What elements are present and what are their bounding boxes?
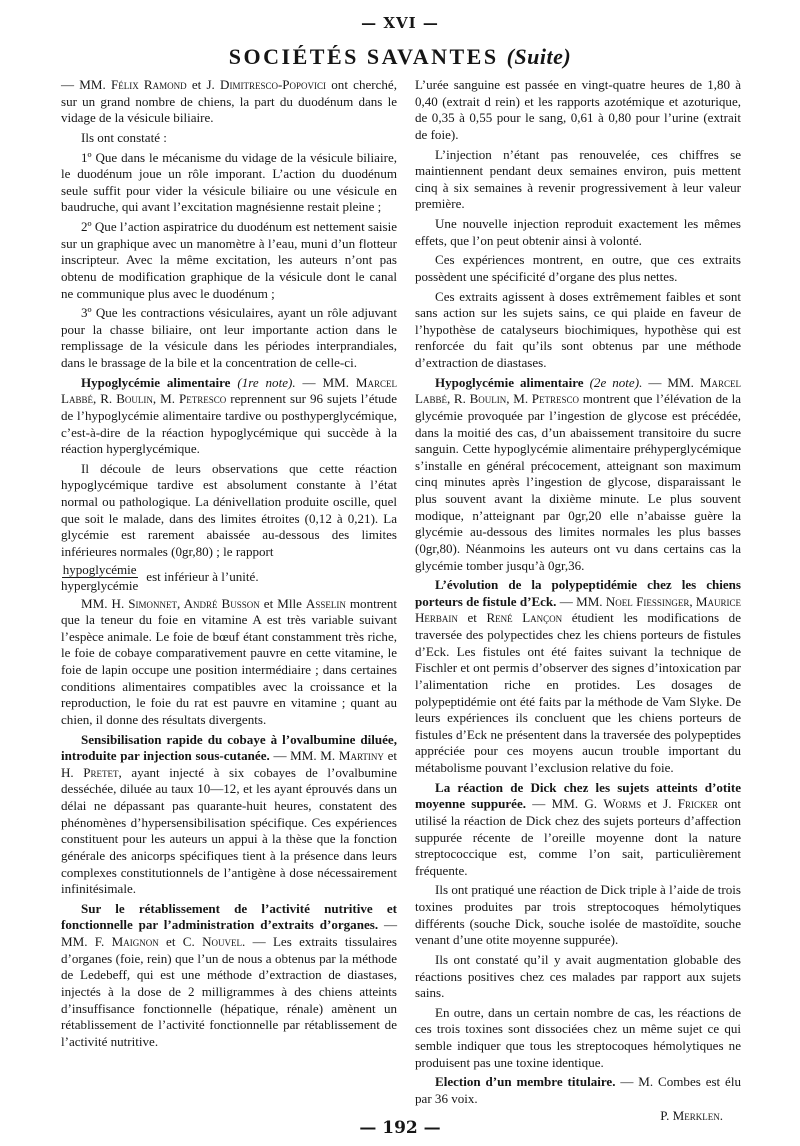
ratio-fraction bbox=[61, 562, 397, 593]
paragraph-polypeptidemie: L’évolution de la polypeptidémie chez les chiens porteurs de fistule d’Eck. — MM. Noel Fiessinger, Maurice Herbain et René Lançon étudient les modifications de traversée des polypectides chez les chiens porteurs de fistules d’Eck. Les fistules ont été faites suivant la technique de Fischler et ont permis d’observer des signes d’intoxication par l’alimentation riche en protides. Les dosages de polypeptidémie ont été faits par la méthode de Vam Slyke. De leurs expériences ils concluent que les chiens porteurs de fistules d’Eck ne présentent dans la traversée des polypeptides appréciée pour ces moyens aucun trouble important du métabolisme pouvant l’exclusion relative du foie. bbox=[415, 577, 742, 775]
paragraph-vitamine: MM. H. Simonnet, André Busson et Mlle Asselin montrent que la teneur du foie en vitamine A est très variable suivant l’espèce animale. Le foie de bœuf étant constamment très riche, le foie de cobaye comparativement pauvre en cette vitamine, le foie de lapin occupe une position intermédiaire ; dans certaines conditions alimentaires compatibles avec la croissance et la reproduction, le foie du rat est pauvre en vitamine ; quant au chien, il donne des résultats divergents. bbox=[61, 595, 398, 727]
left-column bbox=[61, 77, 397, 1050]
roman-page-number: — XVI — bbox=[361, 14, 439, 32]
section-title: La réaction de Dick chez les sujets atteints d’otite moyenne suppurée. bbox=[415, 779, 741, 812]
section-title: Sensibilisation rapide du cobaye à l’ovalbumine diluée, introduite par injection sous-cutanée. bbox=[61, 731, 397, 764]
section-title: Hypoglycémie alimentaire bbox=[81, 374, 231, 390]
paragraph-specificite: Ces expériences montrent, en outre, que ces extraits possèdent une spécificité d’organe des plus nettes. bbox=[415, 252, 741, 284]
paragraph-doses: Ces extraits agissent à doses extrêmement faibles et sont sans action sur les sujets sains, ce qui plaide en faveur de l’hypothèse de catalyseurs biochimiques, hypothèse qui est renforcée du fait qu’ils sont obtenus par une méthode d’extraction de diastases. bbox=[415, 288, 741, 370]
right-column bbox=[415, 77, 741, 1124]
paragraph-retablissement: Sur le rétablissement de l’activité nutritive et fonctionnelle par l’administration d’extraits d’organes. — MM. F. Maignon et C. Nouvel. — Les extraits tissulaires d’organes (foie, rein) que l’un de nous a obtenus par la méthode de Ledebeff, qui est une méthode d’extraction de diastases, injectés à la dose de 2 milligrammes à des chiens atteints d’insuffisance fonctionnelle (hépatique, rénale) amènent un rétablissement de l’activité fonctionnelle par rétablissement de l’activité nutritive. bbox=[61, 900, 398, 1049]
paragraph-uree: L’urée sanguine est passée en vingt-quatre heures de 1,80 à 0,40 (extrait d rein) et les rapports azotémique et azoturique, de 0,35 à 0,55 pour le sang, 0,61 à 0,80 pour l’urine (extrait de foie). bbox=[415, 77, 741, 142]
paragraph-dissociees: En outre, dans un certain nombre de cas, les réactions de ces trois toxines sont dissociées chez un même sujet ce qui semble indiquer que tous les streptocoques hémolytiques ne produisent pas une toxine identique. bbox=[415, 1004, 741, 1070]
paragraph-point-1: 1º Que dans le mécanisme du vidage de la vésicule biliaire, le duodénum joue un rôle imporant. L’action du duodénum seule suffit pour vider la vésicule biliaire ou une vésicule en baudruche, qui avant l’excitation magnésienne restait pleine ; bbox=[61, 149, 397, 215]
title-suffix: (Suite) bbox=[506, 44, 572, 69]
paragraph-point-3: 3º Que les contractions vésiculaires, ayant un rôle adjuvant pour la chasse biliaire, ont leur importante action dans le remplissage de la vésicule dans les périodes interprandiales, dans le brassage de la bile et la concentration de celle-ci. bbox=[61, 305, 397, 370]
signature: P. Merklen. bbox=[660, 1107, 723, 1123]
paragraph-observations: Il découle de leurs observations que cette réaction hypoglycémique tardive est absolument constante à l’état normal ou pathologique. La dénivellation produite oscille, quel que soit le malade, dans des limites étroites (0,12 à 0,21). La glycémie est rarement abaissée au-dessous des limites inférieures normales (0gr,80) ; le rapport bbox=[61, 460, 397, 559]
paragraph-injection: L’injection n’étant pas renouvelée, ces chiffres se maintiennent pendant deux semaines environ, puis mettent cinq à six semaines à revenir progressivement à leur valeur première. bbox=[415, 146, 741, 212]
paragraph-nouvelle-injection: Une nouvelle injection reproduit exactement les mêmes effets, que l’on peut obtenir ainsi à volonté. bbox=[415, 216, 741, 248]
paragraph-dick: La réaction de Dick chez les sujets atteints d’otite moyenne suppurée. — MM. G. Worms et J. Fricker ont utilisé la réaction de Dick chez des sujets porteurs d’affection suppurée récente de l’oreille moyenne dont la nature streptococcique est, comme l’on sait, particulièrement fréquente. bbox=[415, 779, 741, 878]
fraction-numerator: hypoglycémie bbox=[62, 561, 137, 577]
paragraph-election: Election d’un membre titulaire. — M. Combes est élu par 36 voix. bbox=[415, 1074, 742, 1106]
section-title: Election d’un membre titulaire. bbox=[435, 1074, 616, 1090]
page-title bbox=[0, 44, 800, 70]
fraction-text: est inférieur à l’unité. bbox=[146, 568, 259, 584]
paragraph-hypoglycemie-2: Hypoglycémie alimentaire (2e note). — MM. Marcel Labbé, R. Boulin, M. Petresco montrent que l’élévation de la glycémie provoquée par l’ingestion de glycose est précédée, dans la moitié des cas, d’un abaissement transitoire du sucre sanguin. Cette hypoglycémie alimentaire préhyperglycémique s’installe en général précocement, atteignant son maximum cinq minutes après l’ingestion de glycose, disparaissant le plus souvent avant la dixième minute. Le plus souvent modique, n’atteignant par 0gr,20 elle n’abaisse guère la glycémie au-dessous des limites normales les plus basses (0gr,80). Néanmoins les auteurs ont vu dans certains cas la glycémie tomber jusqu’à 0gr,36. bbox=[415, 374, 742, 573]
page-number: — 192 — bbox=[359, 1118, 441, 1138]
paragraph-ramond: — MM. Félix Ramond et J. Dimitresco-Popovici ont cherché, sur un grand nombre de chiens, la part du duodénum dans le vidage de la vésicule biliaire. bbox=[61, 77, 397, 126]
paragraph-dick-triple: Ils ont pratiqué une réaction de Dick triple à l’aide de trois toxines produites par trois streptocoques hémolytiques différents (souche Dick, souche isolée de mastoïdite, souche venant d’une otite moyenne suppurée). bbox=[415, 882, 741, 948]
paragraph-augmentation: Ils ont constaté qu’il y avait augmentation globable des réactions positives chez ces malades par rapport aux sujets sains. bbox=[415, 951, 741, 1001]
title-text: SOCIÉTÉS SAVANTES bbox=[228, 44, 499, 69]
paragraph-point-2: 2º Que l’action aspiratrice du duodénum est nettement saisie sur un graphique avec un manomètre à l’eau, muni d’un flotteur inscripteur. Avec la même excitation, les auteurs n’ont pas obtenu de modification graphique de la vésicule dont le canal ne communique plus avec le duodénum ; bbox=[61, 219, 397, 301]
section-title: L’évolution de la polypeptidémie chez les chiens porteurs de fistule d’Eck. bbox=[415, 577, 741, 609]
paragraph-hypoglycemie-1: Hypoglycémie alimentaire (1re note). — MM. Marcel Labbé, R. Boulin, M. Petresco reprennent sur 96 sujets l’étude de l’hypoglycémie alimentaire tardive ou posthyperglycémique, c’est-à-dire de la réaction hypoglycémique qui succède à la réaction hyperglycémique. bbox=[61, 374, 397, 457]
section-title: Hypoglycémie alimentaire bbox=[435, 374, 584, 390]
paragraph-constate: Ils ont constaté : bbox=[81, 129, 167, 145]
fraction-denominator: hyperglycémie bbox=[61, 577, 139, 593]
section-title: Sur le rétablissement de l’activité nutritive et fonctionnelle par l’administration d’extraits d’organes. bbox=[61, 900, 397, 933]
paragraph-sensibilisation: Sensibilisation rapide du cobaye à l’ovalbumine diluée, introduite par injection sous-cutanée. — MM. M. Martiny et H. Pretet, ayant injecté à six cobayes de l’ovalbumine desséchée, diluée au taux 10—12, et les ayant éprouvés dans un délai ne dépassant pas quarante-huit heures, constatent des phénomènes d’hypersensibilisation spécifique. Ces expériences constituent pour les auteurs un appui à la thèse que la fonction générale des anicorps spécifiques tient à la présence dans leurs complexes constitutionnels de l’antigène à dose nécessairement infinitésimale. bbox=[61, 731, 397, 897]
